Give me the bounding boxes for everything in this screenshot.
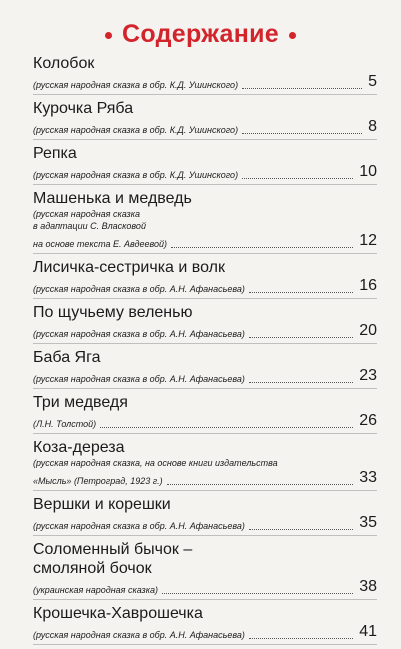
toc-entry[interactable] [33, 189, 377, 254]
dot-leader [242, 133, 362, 134]
dot-leader [171, 247, 353, 248]
dot-leader [162, 593, 353, 594]
toc-entry-source: на основе текста Е. Авдеевой) [33, 239, 167, 249]
toc-entry[interactable] [33, 144, 377, 185]
toc-entry[interactable] [33, 258, 377, 299]
toc-entry-title: Лисичка-сестричка и волк [33, 259, 225, 276]
toc-entry[interactable] [33, 99, 377, 140]
toc-entry[interactable] [33, 348, 377, 389]
toc-entry-title: Вершки и корешки [33, 496, 171, 513]
toc-entry-source-row [33, 412, 377, 430]
entry-divider [33, 388, 377, 389]
toc-entry-source-row [33, 578, 377, 596]
toc-entry-source-row [33, 623, 377, 641]
toc-entry-source: в адаптации С. Власковой [33, 221, 146, 231]
toc-entry-source: (русская народная сказка в обр. А.Н. Афанасьева) [33, 374, 245, 384]
entry-divider [33, 139, 377, 140]
toc-entry-source: (русская народная сказка в обр. А.Н. Афанасьева) [33, 329, 245, 339]
dot-leader [249, 382, 353, 383]
entry-divider [33, 490, 377, 491]
toc-entry-source: (русская народная сказка в обр. А.Н. Афанасьева) [33, 284, 245, 294]
toc-entry-page-number: 8 [368, 118, 377, 135]
entry-divider [33, 644, 377, 645]
dot-leader [100, 427, 353, 428]
toc-entry[interactable] [33, 303, 377, 344]
entry-divider [33, 94, 377, 95]
dot-leader [249, 292, 353, 293]
toc-entry-title: Крошечка-Хаврошечка [33, 605, 203, 622]
entry-divider [33, 599, 377, 600]
toc-entry-source-row [33, 277, 377, 295]
toc-header [0, 16, 401, 52]
toc-entry-page-number: 26 [359, 412, 377, 429]
entry-divider [33, 184, 377, 185]
toc-entry-page-number: 41 [359, 623, 377, 640]
toc-entry-title: Три медведя [33, 394, 128, 411]
toc-entry-source: (русская народная сказка в обр. К.Д. Ушинского) [33, 80, 239, 90]
entry-divider [33, 253, 377, 254]
toc-entry-page-number: 23 [359, 367, 377, 384]
toc-entry-source-row [33, 73, 377, 91]
page-title: Содержание [121, 19, 280, 48]
toc-entry-page-number: 12 [359, 232, 377, 249]
toc-entry[interactable] [33, 540, 377, 600]
toc-entry-source-row [33, 232, 377, 250]
toc-entry-title: По щучьему веленью [33, 304, 193, 321]
toc-entry-page-number: 33 [359, 469, 377, 486]
toc-entry-title: Машенька и медведь [33, 190, 192, 207]
toc-entry-title: Курочка Ряба [33, 100, 134, 117]
toc-entry-source-row [33, 322, 377, 340]
toc-entry-title: Репка [33, 145, 77, 162]
toc-entry-source: (украинская народная сказка) [33, 585, 158, 595]
toc-entry-page-number: 5 [368, 73, 377, 90]
entry-divider [33, 433, 377, 434]
toc-entry-source: (русская народная сказка, на основе книги издательства [33, 458, 278, 468]
dot-leader [249, 529, 353, 530]
dot-leader [242, 88, 362, 89]
toc-entry-page-number: 16 [359, 277, 377, 294]
toc-entry-source-row [33, 367, 377, 385]
toc-entry[interactable] [33, 54, 377, 95]
toc-entry-page-number: 20 [359, 322, 377, 339]
entry-divider [33, 298, 377, 299]
toc-entry-title: Коза-дереза [33, 439, 125, 456]
bullet-dot-icon [105, 32, 112, 39]
toc-entry-source: (русская народная сказка в обр. А.Н. Афанасьева) [33, 521, 245, 531]
toc-entry-source-row [33, 163, 377, 181]
table-of-contents [33, 54, 377, 649]
toc-entry-title: Колобок [33, 55, 95, 72]
dot-leader [249, 638, 353, 639]
toc-entry-source: (русская народная сказка в обр. А.Н. Афанасьева) [33, 630, 245, 640]
toc-entry-source: (русская народная сказка в обр. К.Д. Ушинского) [33, 170, 239, 180]
toc-entry[interactable] [33, 604, 377, 645]
toc-entry-page-number: 38 [359, 578, 377, 595]
toc-entry-source: (Л.Н. Толстой) [33, 419, 97, 429]
toc-entry-page-number: 35 [359, 514, 377, 531]
entry-divider [33, 343, 377, 344]
entry-divider [33, 535, 377, 536]
dot-leader [167, 484, 354, 485]
dot-leader [249, 337, 353, 338]
toc-entry-source-row [33, 118, 377, 136]
bullet-dot-icon [289, 32, 296, 39]
toc-entry[interactable] [33, 438, 377, 491]
toc-entry-source-row [33, 514, 377, 532]
toc-entry-source: (русская народная сказка в обр. К.Д. Ушинского) [33, 125, 239, 135]
toc-entry-source-row [33, 469, 377, 487]
toc-entry[interactable] [33, 495, 377, 536]
toc-entry-page-number: 10 [359, 163, 377, 180]
toc-entry-title: Баба Яга [33, 349, 101, 366]
toc-entry-source: (русская народная сказка [33, 209, 140, 219]
toc-entry-title: Соломенный бычок – [33, 541, 193, 558]
toc-entry[interactable] [33, 393, 377, 434]
toc-entry-source: «Мысль» (Петроград, 1923 г.) [33, 476, 163, 486]
dot-leader [242, 178, 353, 179]
toc-entry-title: смоляной бочок [33, 560, 152, 577]
